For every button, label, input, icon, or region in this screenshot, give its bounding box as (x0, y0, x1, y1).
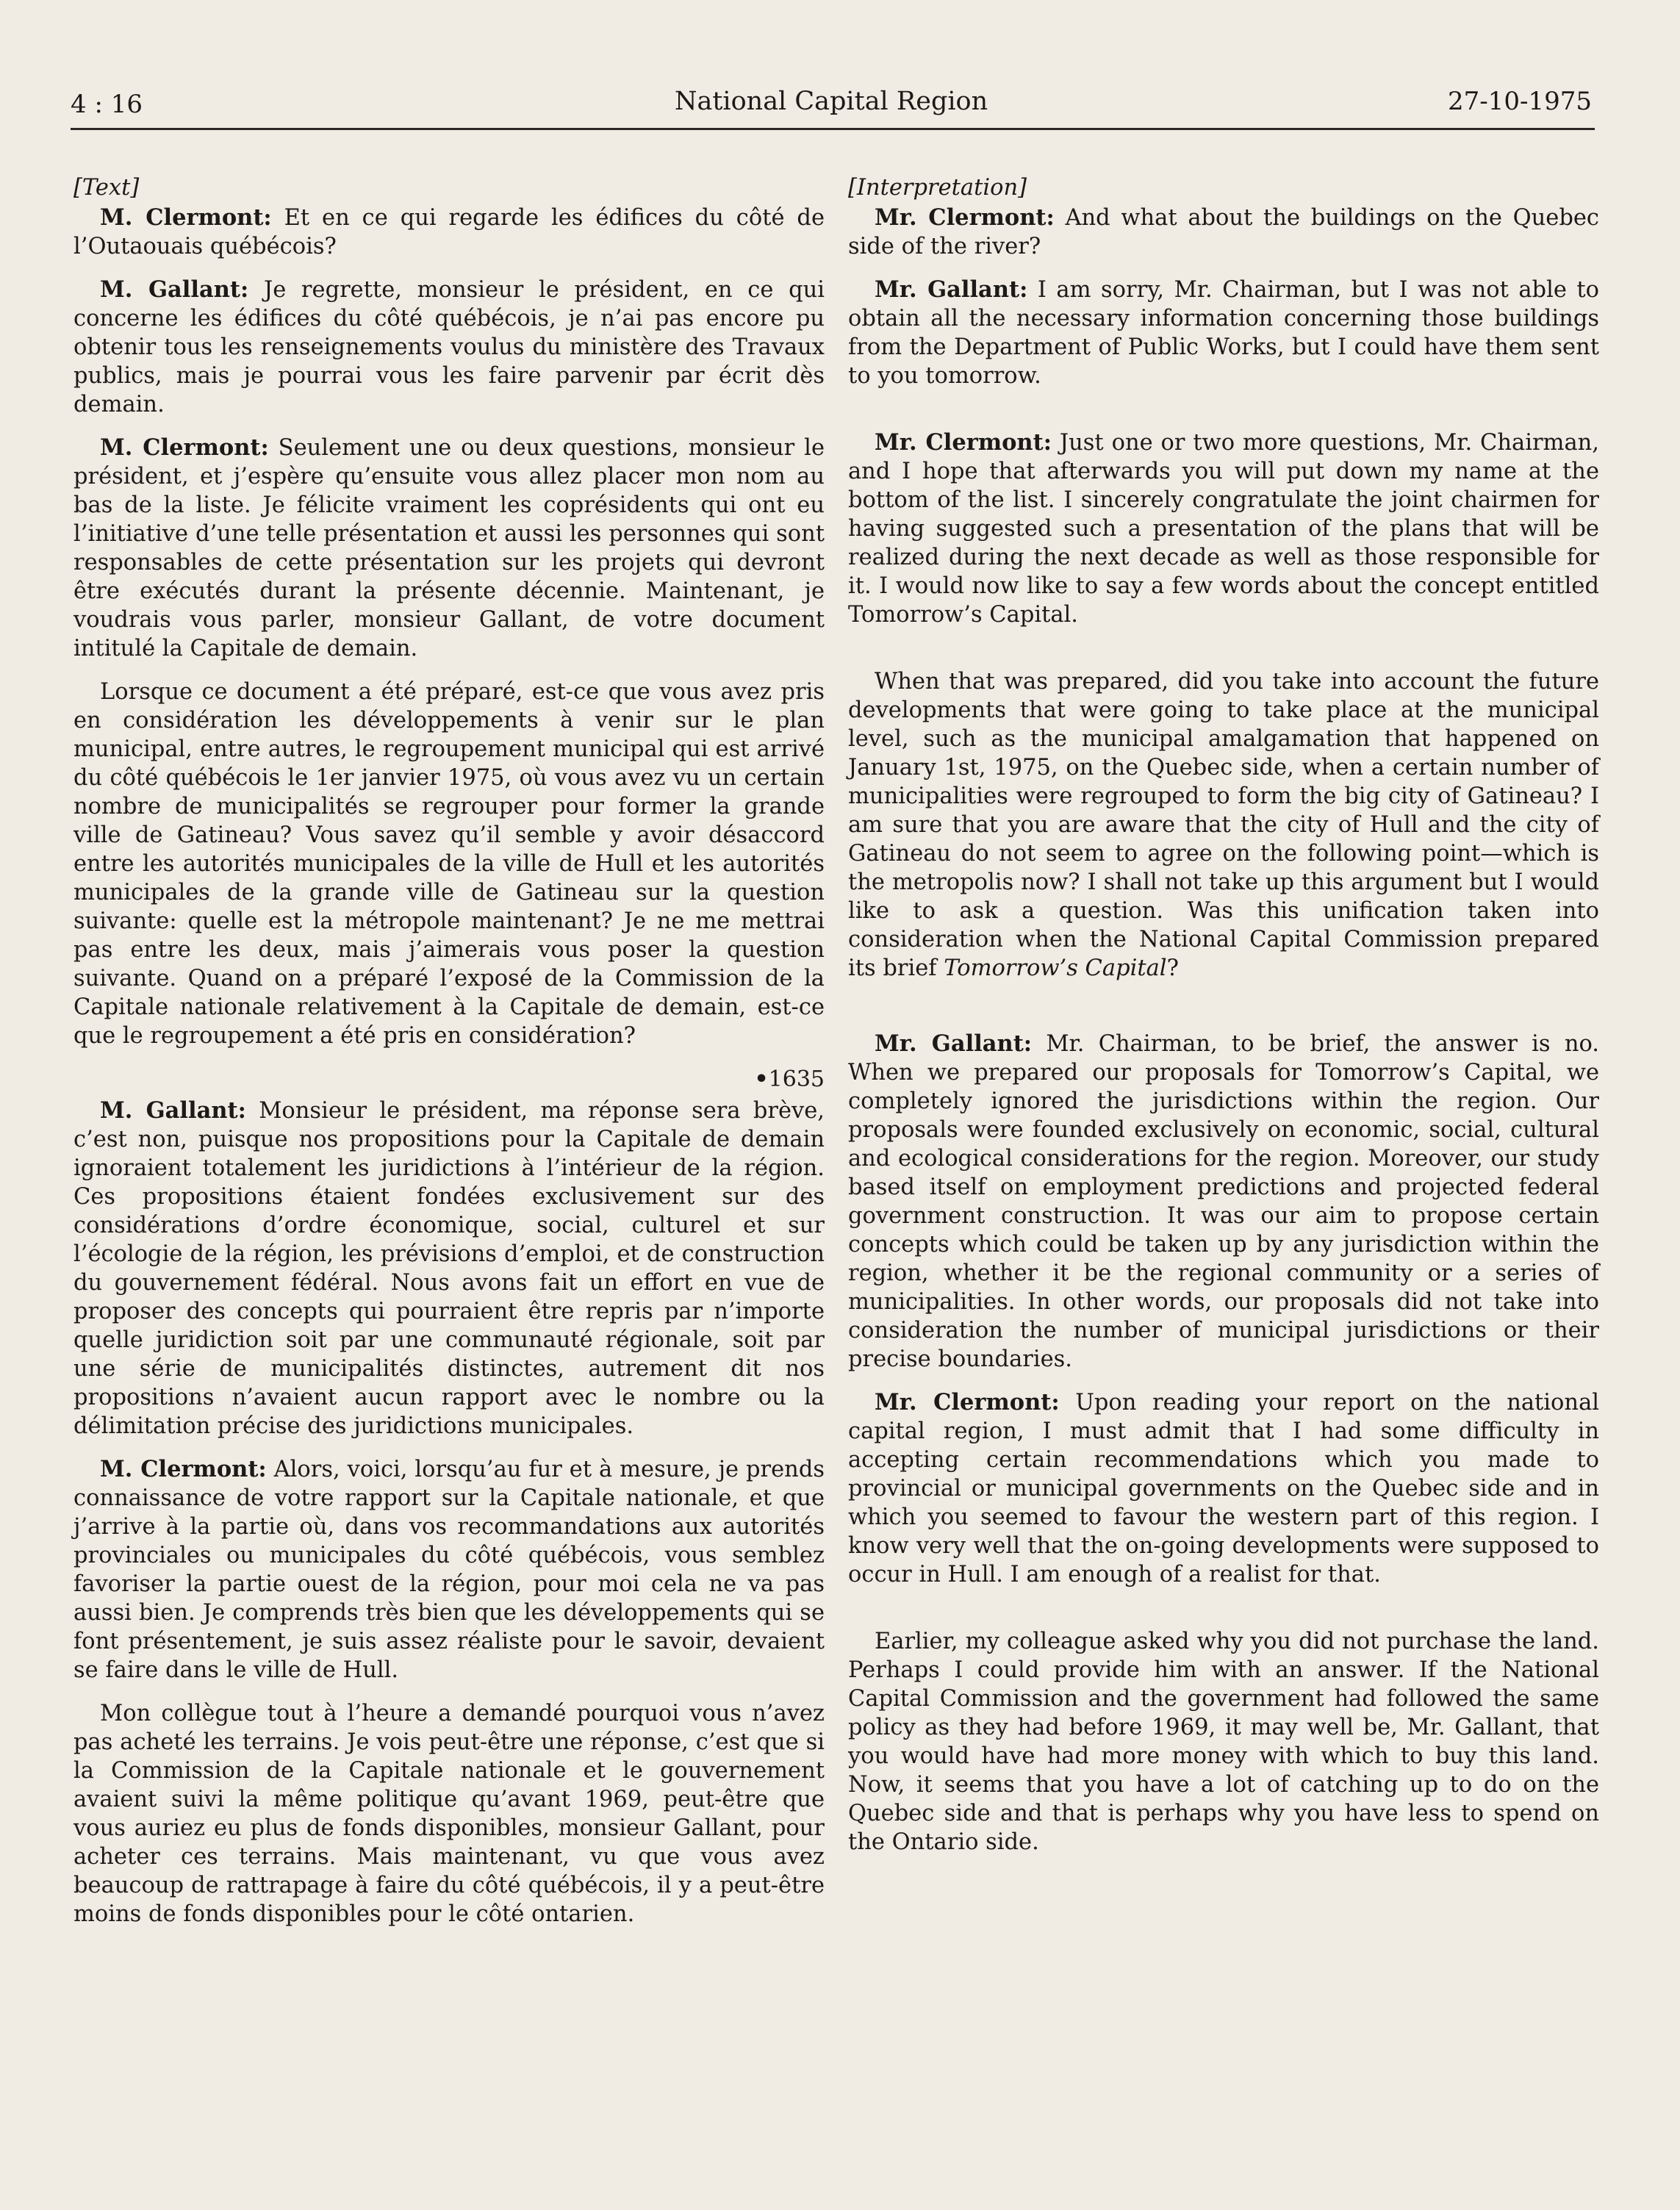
speaker-name: M. Clermont: (100, 434, 269, 461)
column-label: [Text] (73, 175, 140, 201)
paragraph (73, 276, 825, 419)
speech-text: ? (1166, 955, 1179, 981)
time-marker: • 1635 (73, 1065, 825, 1094)
speaker-name: Mr. Clermont: (875, 204, 1055, 231)
page-title: National Capital Region (674, 87, 988, 116)
page-date: 27-10-1975 (1447, 87, 1592, 116)
paragraph (848, 1388, 1599, 1589)
speaker-name: M. Gallant: (100, 276, 249, 303)
speaker-name: M. Clermont: (100, 204, 272, 231)
speaker-name: Mr. Clermont: (875, 429, 1052, 456)
header-rule (71, 128, 1595, 130)
paragraph: Mon collègue tout à l’heure a demandé pourquoi vous n’avez pas acheté les terrains. Je vois peut-être une réponse, c’est que si la Commission de la Capitale nationale et le gouvernement avaient suivi la même politique qu’avant 1969, peut-être que vous auriez eu plus de fonds disponibles, monsieur Gallant, pour acheter ces terrains. Mais maintenant, vu que vous avez beaucoup de rattrapage à faire du côté québécois, il y a peut-être moins de fonds disponibles pour le côté ontarien. (73, 1701, 825, 1927)
paragraph: Earlier, my colleague asked why you did not purchase the land. Perhaps I could provide him with an answer. If the National Capital Commission and the government had followed the same policy as they had before 1969, it may well be, Mr. Gallant, that you would have had more money with which to buy this land. Now, it seems that you have a lot of catching up to do on the Quebec side and that is perhaps why you have less to spend on the Ontario side. (848, 1629, 1599, 1855)
speech-text: Monsieur le président, ma réponse sera brève, c’est non, puisque nos propositions pour la Capitale de demain ignoraient totalement les juridictions à l’intérieur de la région. Ces propositions étaient fondées exclusivement sur des considérations d’ordre économique, social, culturel et sur l’écologie de la région, les prévisions d’emploi, et de construction du gouvernement fédéral. Nous avons fait un effort en vue de proposer des concepts qui pourraient être repris par n’importe quelle juridiction soit par une communauté régionale, soit par une série de municipalités distinctes, autrement dit nos propositions n’avaient aucun rapport avec le nombre ou la délimitation précise des juridictions municipales. (73, 1098, 825, 1439)
paragraph (73, 434, 825, 663)
page-number: 4 : 16 (71, 90, 143, 119)
speech-text: I am sorry, Mr. Chairman, but I was not able to obtain all the necessary information concerning those buildings from the Department of Public Works, but I could have them sent to you tomorrow. (848, 277, 1599, 389)
speaker-name: M. Clermont: (100, 1456, 267, 1482)
paragraph (848, 276, 1599, 390)
speaker-name: M. Gallant: (100, 1097, 246, 1124)
speech-text: Just one or two more questions, Mr. Chairman, and I hope that afterwards you will put down my name at the bottom of the list. I sincerely congratulate the joint chairmen for having suggested such a presentation of the plans that will be realized during the next decade as well as those responsible for it. I would now like to say a few words about the concept entitled Tomorrow’s Capital. (848, 430, 1599, 628)
speaker-name: Mr. Gallant: (875, 1030, 1033, 1057)
paragraph (848, 667, 1599, 983)
column-label: [Interpretation] (848, 175, 1027, 201)
paragraph (848, 428, 1599, 629)
speech-text: Mr. Chairman, to be brief, the answer is no. When we prepared our proposals for Tomorrow’s Capital, we completely ignored the jurisdictions within the region. Our proposals were founded exclusively on economic, social, cultural and ecological considerations for the region. Moreover, our study based itself on employment predictions and projected federal government construction. It was our aim to propose certain concepts which could be taken up by any jurisdiction within the region, whether it be the regional community or a series of municipalities. In other words, our proposals did not take into consideration the number of municipal jurisdictions or their precise boundaries. (848, 1031, 1599, 1372)
speech-text: Seulement une ou deux questions, monsieur le président, et j’espère qu’ensuite vous allez placer mon nom au bas de la liste. Je félicite vraiment les coprésidents qui ont eu l’initiative d’une telle présentation et aussi les personnes qui sont responsables de cette présentation sur les projets qui devront être exécutés durant la présente décennie. Maintenant, je voudrais vous parler, monsieur Gallant, de votre document intitulé la Capitale de demain. (73, 435, 825, 661)
document-title: Tomorrow’s Capital (944, 955, 1167, 981)
paragraph (73, 1097, 825, 1441)
paragraph (73, 204, 825, 261)
paragraph (73, 1455, 825, 1685)
speech-text: When that was prepared, did you take into account the future developments that were going to take place at the municipal level, such as the municipal amalgamation that happened on January 1st, 1975, on the Quebec side, when a certain number of municipalities were regrouped to form the big city of Gatineau? I am sure that you are aware that the city of Hull and the city of Gatineau do not seem to agree on the following point—which is the metropolis now? I shall not take up this argument but I would like to ask a question. Was this unification taken into consideration when the National Capital Commission prepared its brief (848, 669, 1599, 981)
speaker-name: Mr. Gallant: (875, 276, 1028, 303)
speech-text: And what about the buildings on the Quebec side of the river? (848, 205, 1599, 259)
speech-text: Alors, voici, lorsqu’au fur et à mesure, je prends connaissance de votre rapport sur la Capitale nationale, et que j’arrive à la partie où, dans vos recommandations aux autorités provinciales ou municipales du côté québécois, vous semblez favoriser la partie ouest de la région, pour moi cela ne va pas aussi bien. Je comprends très bien que les développements qui se font présentement, je suis assez réaliste pour le savoir, devaient se faire dans le ville de Hull. (73, 1457, 825, 1683)
page-header (71, 82, 1592, 128)
speech-text: Et en ce qui regarde les édifices du côté de l’Outaouais québécois? (73, 205, 825, 259)
english-column (848, 173, 1599, 1871)
paragraph: Lorsque ce document a été préparé, est-ce que vous avez pris en considération les développements à venir sur le plan municipal, entre autres, le regroupement municipal qui est arrivé du côté québécois le 1er janvier 1975, où vous avez vu un certain nombre de municipalités se regrouper pour former la grande ville de Gatineau? Vous savez qu’il semble y avoir désaccord entre les autorités municipales de la ville de Hull et les autorités municipales de la grande ville de Gatineau sur la question suivante: quelle est la métropole maintenant? Je ne me mettrai pas entre les deux, mais j’aimerais vous poser la question suivante. Quand on a préparé l’exposé de la Commission de la Capitale nationale relativement à la Capitale de demain, est-ce que le regroupement a été pris en considération? (73, 679, 825, 1049)
paragraph (848, 204, 1599, 261)
speech-text: Upon reading your report on the national capital region, I must admit that I had some difficulty in accepting certain recommendations which you made to provincial or municipal governments on the Quebec side and in which you seemed to favour the western part of this region. I know very well that the on-going developments were supposed to occur in Hull. I am enough of a realist for that. (848, 1390, 1600, 1587)
speech-text: Je regrette, monsieur le président, en ce qui concerne les édifices du côté québécois, je n’ai pas encore pu obtenir tous les renseignements voulus du ministère des Travaux publics, mais je pourrai vous les faire parvenir par écrit dès demain. (73, 277, 825, 417)
speaker-name: Mr. Clermont: (875, 1389, 1060, 1416)
paragraph (848, 1030, 1599, 1374)
french-column (73, 173, 825, 1943)
